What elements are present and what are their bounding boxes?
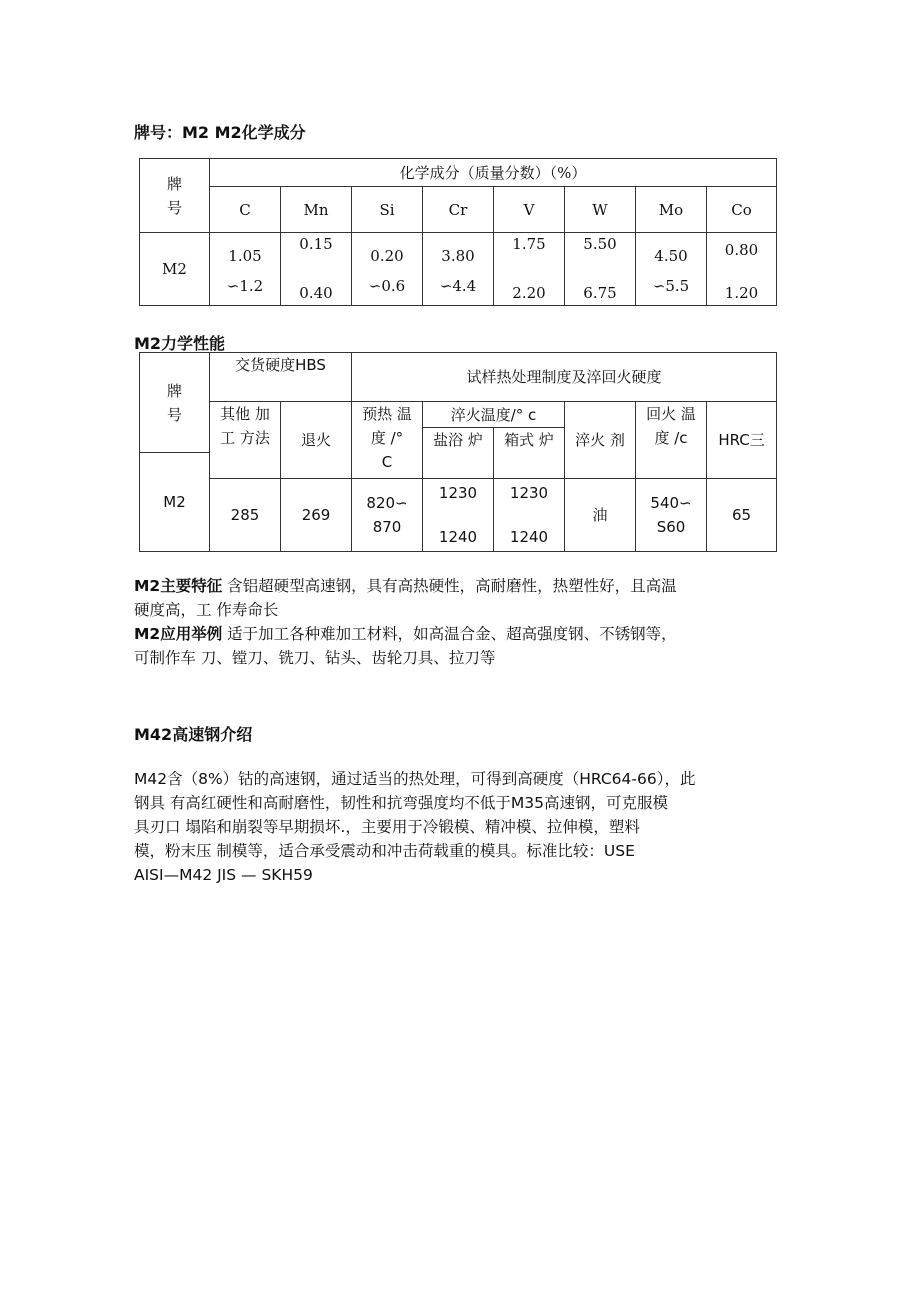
other-method-line1: 其他 加 [220, 405, 270, 423]
cell-mo-max: ∽5.5 [652, 277, 690, 295]
applications-line2: 可制作车 刀、镗刀、铣刀、钻头、齿轮刀具、拉刀等 [134, 649, 496, 667]
cell-si [352, 233, 423, 306]
m42-line: 钢具 有高红硬性和高耐磨性，韧性和抗弯强度均不低于M35高速钢，可克服模 [134, 794, 669, 812]
features-paragraph [134, 574, 794, 622]
cell-mo [636, 233, 707, 306]
value-hrc: 65 [707, 479, 777, 552]
other-method-line2: 工 方法 [220, 429, 270, 447]
cell-c-max: ∽1.2 [226, 277, 264, 295]
cell-v-min: 1.75 [512, 235, 546, 253]
features-line2: 硬度高，工 作寿命长 [134, 601, 279, 619]
cell-co-min: 0.80 [724, 241, 759, 259]
brand-header-cell [140, 159, 210, 233]
chem-group-header: 化学成分（质量分数）（%） [210, 159, 777, 187]
temper-line1: 回火 温 [646, 405, 696, 423]
col-header-w: W [565, 187, 636, 233]
value-salt-bath [423, 479, 494, 552]
cell-si-max: ∽0.6 [368, 277, 406, 295]
brand-header-char2: 号 [166, 198, 182, 217]
row-label-m2: M2 [140, 233, 210, 306]
other-method-header [210, 402, 281, 479]
preheat-header [352, 402, 423, 479]
mech-row-label-m2: M2 [140, 453, 210, 552]
cell-co-max: 1.20 [724, 284, 759, 302]
value-preheat-max: 870 [372, 518, 402, 536]
cell-v [494, 233, 565, 306]
m42-section-title: M42高速钢介绍 [134, 725, 253, 744]
cell-cr-min: 3.80 [441, 247, 475, 265]
cell-c [210, 233, 281, 306]
salt-bath-header: 盐浴 炉 [423, 428, 494, 479]
box-furnace-header: 箱式 炉 [494, 428, 565, 479]
m42-line: AISI—M42 JIS — SKH59 [134, 866, 313, 884]
mech-section-title: M2力学性能 [134, 334, 226, 353]
m42-line: 模，粉末压 制模等，适合承受震动和冲击荷载重的模具。标准比较：USE [134, 842, 635, 860]
cell-mn-min: 0.15 [299, 235, 333, 253]
col-header-mn: Mn [281, 187, 352, 233]
brand-header-char1: 牌 [166, 174, 182, 193]
heat-treatment-header: 试样热处理制度及淬回火硬度 [352, 353, 777, 402]
chem-composition-table [139, 158, 777, 306]
mech-brand-char2: 号 [166, 405, 182, 424]
cell-w-max: 6.75 [583, 284, 617, 302]
applications-paragraph [134, 622, 794, 670]
value-other-method: 285 [210, 479, 281, 552]
preheat-line2: 度 /° [370, 429, 404, 447]
cell-mn-max: 0.40 [299, 284, 333, 302]
col-header-co: Co [707, 187, 777, 233]
cell-mn [281, 233, 352, 306]
col-header-c: C [210, 187, 281, 233]
preheat-line3: C [381, 453, 393, 471]
features-label: M2主要特征 [134, 577, 223, 595]
temper-line2: 度 /c [654, 429, 688, 447]
applications-line1: 适于加工各种难加工材料，如高温合金、超高强度钢、不锈钢等， [222, 625, 677, 643]
value-salt-max: 1240 [438, 528, 478, 546]
cell-c-min: 1.05 [228, 247, 262, 265]
features-line1: 含铝超硬型高速钢，具有高热硬性，高耐磨性，热塑性好，且高温 [222, 577, 677, 595]
value-salt-min: 1230 [438, 484, 478, 502]
chem-section-title: 牌号：M2 M2化学成分 [134, 123, 306, 142]
value-box-min: 1230 [509, 484, 549, 502]
preheat-line1: 预热 温 [362, 405, 412, 423]
mech-brand-header [140, 353, 210, 453]
anneal-header: 退火 [281, 402, 352, 479]
col-header-cr: Cr [423, 187, 494, 233]
quench-agent-header: 淬火 剂 [565, 402, 636, 479]
cell-mo-min: 4.50 [654, 247, 688, 265]
m42-paragraph [134, 767, 794, 887]
value-temper [636, 479, 707, 552]
cell-w-min: 5.50 [583, 235, 617, 253]
value-quench-agent: 油 [565, 479, 636, 552]
value-preheat-min: 820∽ [366, 494, 408, 512]
cell-v-max: 2.20 [512, 284, 546, 302]
value-anneal: 269 [281, 479, 352, 552]
value-temper-min: 540∽ [650, 494, 692, 512]
mech-properties-table [139, 352, 777, 552]
value-temper-max: S60 [656, 518, 686, 536]
m42-line: M42含（8%）钴的高速钢，通过适当的热处理，可得到高硬度（HRC64-66），此 [134, 770, 696, 788]
col-header-si: Si [352, 187, 423, 233]
quench-temp-header: 淬火温度/° c [423, 402, 565, 428]
value-box-max: 1240 [509, 528, 549, 546]
temper-header [636, 402, 707, 479]
cell-cr [423, 233, 494, 306]
delivery-hardness-header: 交货硬度HBS [210, 353, 352, 402]
value-box-furnace [494, 479, 565, 552]
cell-si-min: 0.20 [370, 247, 404, 265]
m42-line: 具刃口 塌陷和崩裂等早期损坏.，主要用于冷锻模、精冲模、拉伸模，塑料 [134, 818, 640, 836]
cell-cr-max: ∽4.4 [439, 277, 477, 295]
col-header-v: V [494, 187, 565, 233]
cell-co [707, 233, 777, 306]
value-preheat [352, 479, 423, 552]
hrc-header: HRC三 [707, 402, 777, 479]
col-header-mo: Mo [636, 187, 707, 233]
cell-w [565, 233, 636, 306]
mech-brand-char1: 牌 [166, 381, 182, 400]
applications-label: M2应用举例 [134, 625, 223, 643]
